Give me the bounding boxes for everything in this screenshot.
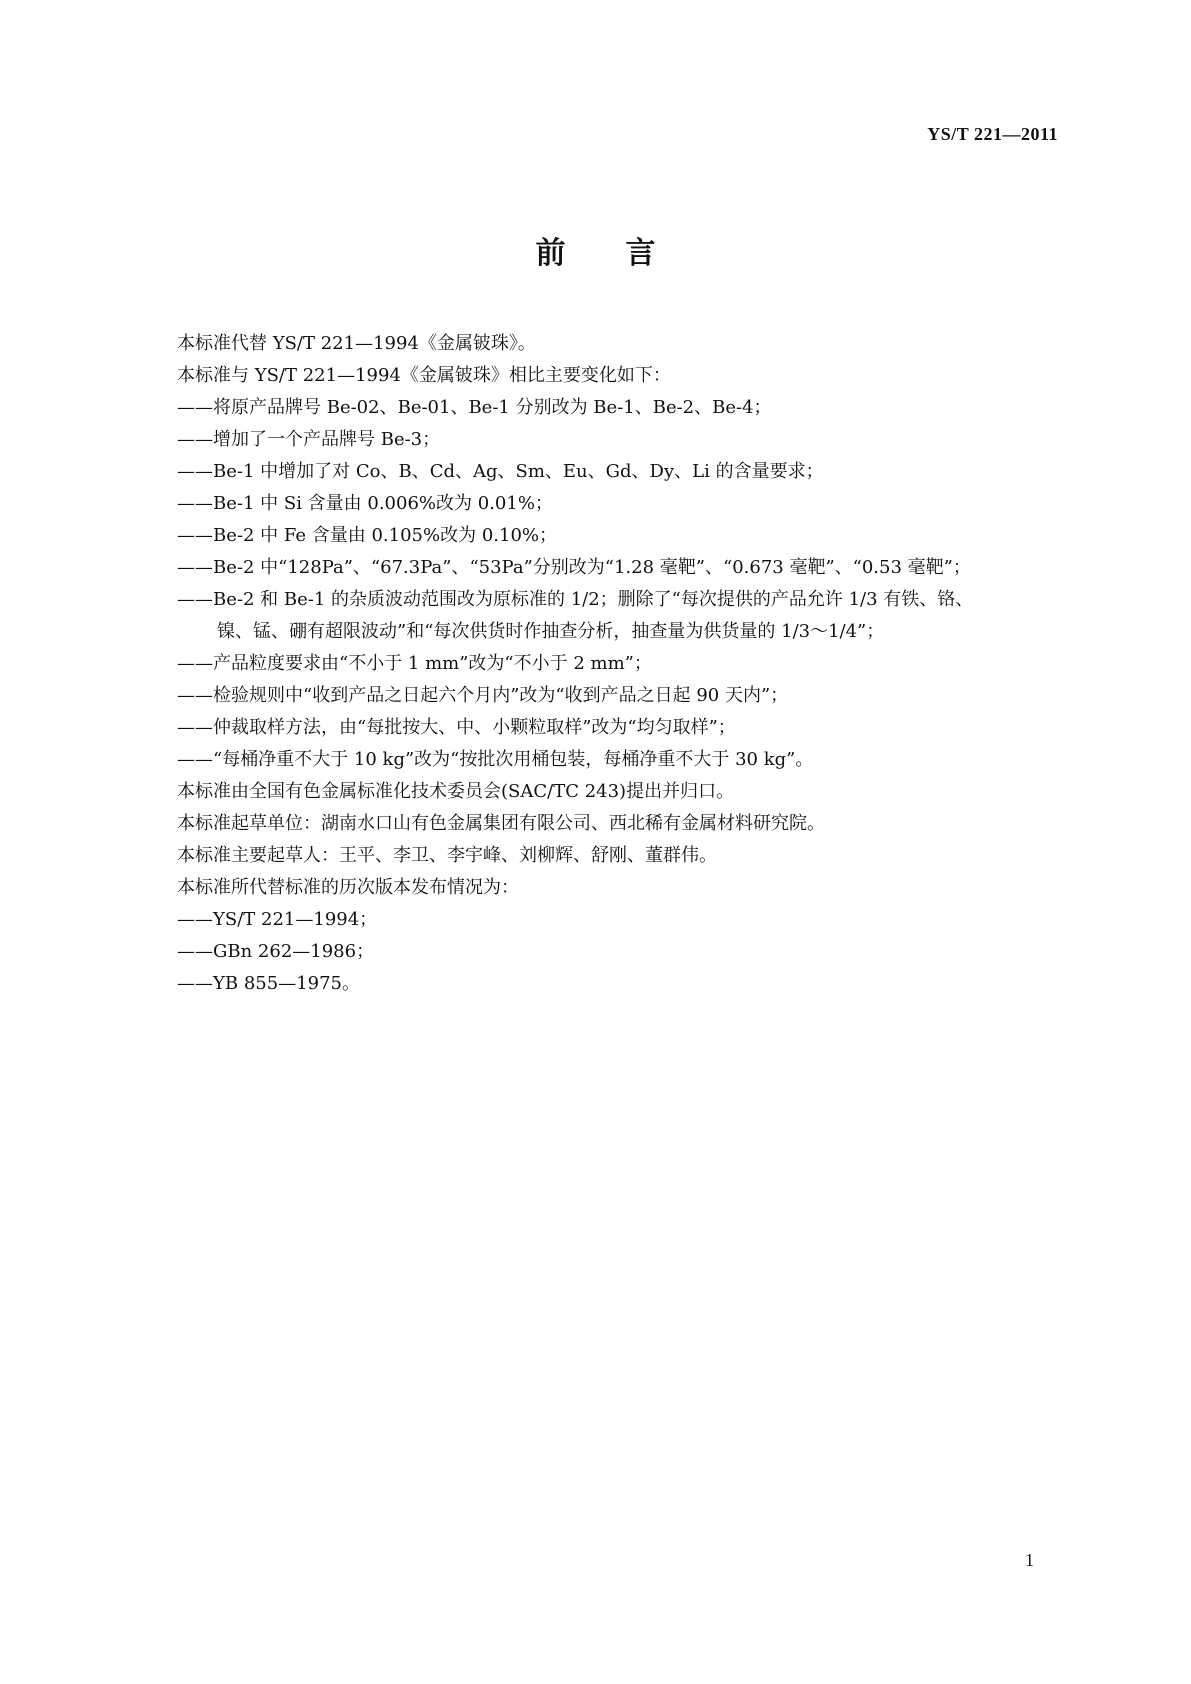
history-item: ——GBn 262—1986；	[177, 941, 375, 962]
paragraph-drafting-units: 本标准起草单位：湖南水口山有色金属集团有限公司、西北稀有金属材料研究院。	[177, 813, 825, 834]
change-item: ——产品粒度要求由“不小于 1 mm”改为“不小于 2 mm”；	[177, 653, 652, 674]
foreword-body	[177, 328, 1057, 1000]
paragraph-changes-intro: 本标准与 YS/T 221—1994《金属铍珠》相比主要变化如下：	[177, 365, 671, 386]
page-number: 1	[1025, 1550, 1034, 1570]
history-item: ——YB 855—1975。	[177, 973, 360, 994]
change-item: ——增加了一个产品牌号 Be-3；	[177, 429, 441, 450]
change-item: ——“每桶净重不大于 10 kg”改为“按批次用桶包装，每桶净重不大于 30 kg”。	[177, 749, 814, 770]
title-char-2: 言	[625, 236, 656, 271]
change-item: ——Be-1 中 Si 含量由 0.006%改为 0.01%；	[177, 493, 553, 514]
change-item-continuation: 镍、锰、硼有超限波动”和“每次供货时作抽查分析，抽查量为供货量的 1/3～1/4”；	[217, 621, 885, 642]
paragraph-drafters: 本标准主要起草人：王平、李卫、李宇峰、刘柳辉、舒刚、董群伟。	[177, 845, 717, 866]
history-item: ——YS/T 221—1994；	[177, 909, 378, 930]
page-title	[0, 228, 1191, 272]
change-item: ——Be-1 中增加了对 Co、B、Cd、Ag、Sm、Eu、Gd、Dy、Li 的含量要求；	[177, 461, 824, 482]
change-item: ——将原产品牌号 Be-02、Be-01、Be-1 分别改为 Be-1、Be-2、Be-4；	[177, 397, 772, 418]
change-item: ——Be-2 中“128Pa”、“67.3Pa”、“53Pa”分别改为“1.28 毫靶”、“0.673 毫靶”、“0.53 毫靶”；	[177, 557, 971, 578]
paragraph-replaces: 本标准代替 YS/T 221—1994《金属铍珠》。	[177, 333, 536, 354]
paragraph-proposer: 本标准由全国有色金属标准化技术委员会(SAC/TC 243)提出并归口。	[177, 781, 735, 802]
paragraph-history-intro: 本标准所代替标准的历次版本发布情况为：	[177, 877, 519, 898]
change-item: ——Be-2 中 Fe 含量由 0.105%改为 0.10%；	[177, 525, 557, 546]
change-item: ——仲裁取样方法，由“每批按大、中、小颗粒取样”改为“均匀取样”；	[177, 717, 736, 738]
standard-code: YS/T 221—2011	[927, 124, 1058, 144]
change-item: ——检验规则中“收到产品之日起六个月内”改为“收到产品之日起 90 天内”；	[177, 685, 789, 706]
title-char-1: 前	[535, 236, 566, 271]
change-item: ——Be-2 和 Be-1 的杂质波动范围改为原标准的 1/2；删除了“每次提供的产品允许 1/3 有铁、铬、	[177, 589, 974, 610]
